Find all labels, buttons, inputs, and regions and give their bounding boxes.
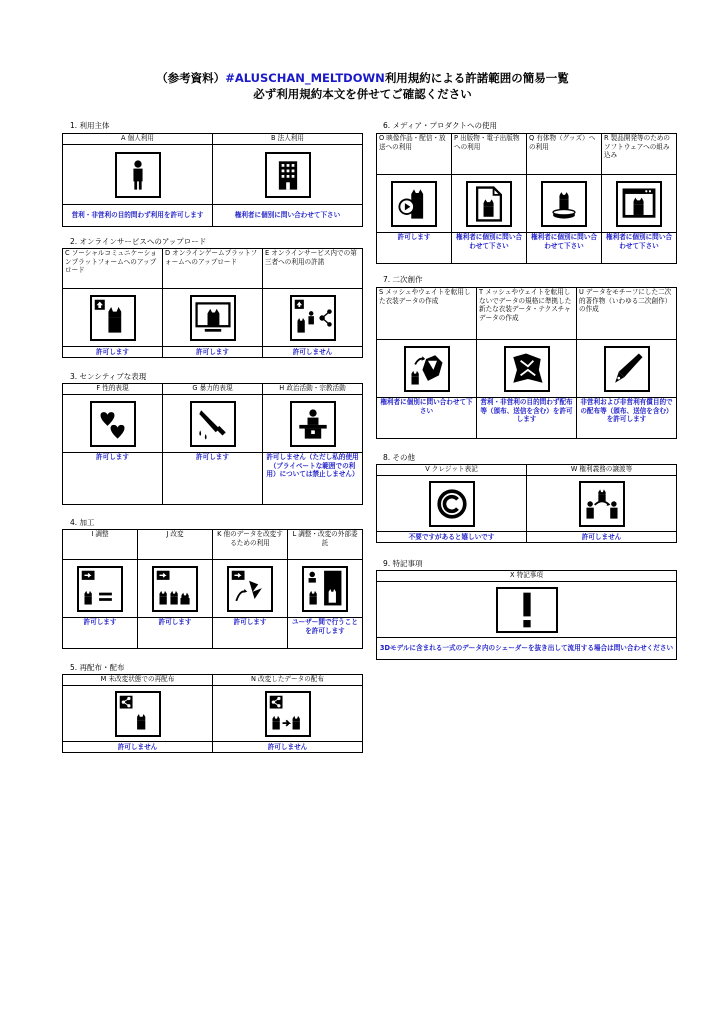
col-u-label: U データをモチーフにした二次的著作物（いわゆる二次創作）の作成 bbox=[577, 288, 677, 340]
section-9-title: 9. 特記事項 bbox=[383, 559, 423, 568]
title-suffix: 利用規約による許諾範囲の簡易一覧 bbox=[384, 71, 569, 85]
answer-l: ユーザー間で行うことを許可します bbox=[288, 618, 363, 649]
col-n-label: N 改変したデータの配布 bbox=[213, 675, 363, 686]
page-title bbox=[0, 70, 725, 86]
col-v-label: V クレジット表記 bbox=[377, 465, 527, 476]
exclamation-icon bbox=[496, 587, 558, 633]
section-7-table bbox=[376, 287, 677, 439]
section-6-title: 6. メディア・プロダクトへの使用 bbox=[383, 121, 497, 130]
section-1-table bbox=[62, 133, 363, 227]
col-d-label: D オンラインゲームプラットフォームへのアップロード bbox=[163, 249, 263, 289]
hearts-icon bbox=[90, 401, 136, 447]
section-9-table bbox=[376, 570, 677, 660]
answer-u: 非営利および非営利有償目的での配布等（頒布、送信を含む）を許可します bbox=[577, 398, 677, 439]
answer-h: 許可しません（ただし私的使用（プライベートな範囲での利用）については禁止しません） bbox=[263, 453, 363, 505]
col-j-label: J 改変 bbox=[138, 530, 213, 560]
answer-i: 許可します bbox=[63, 618, 138, 649]
col-e-label: E オンラインサービス内での第三者への利用の許諾 bbox=[263, 249, 363, 289]
col-f-label: F 性的表現 bbox=[63, 384, 163, 395]
answer-f: 許可します bbox=[63, 453, 163, 505]
section-3-table bbox=[62, 383, 363, 505]
monitor-character-icon bbox=[190, 295, 236, 341]
section-7-title: 7. 二次創作 bbox=[383, 275, 423, 284]
transfer-icon bbox=[579, 481, 625, 527]
reuse-data-icon bbox=[227, 566, 273, 612]
answer-q: 権利者に個別に問い合わせて下さい bbox=[527, 233, 602, 264]
copyright-icon bbox=[429, 481, 475, 527]
answer-j: 許可します bbox=[138, 618, 213, 649]
fabric-icon bbox=[504, 346, 550, 392]
distribute-modified-icon bbox=[265, 691, 311, 737]
col-t-label: T メッシュやウェイトを転用しないでデータの規格に準拠した新たな衣装データ・テクスチャデータの作成 bbox=[477, 288, 577, 340]
section-6-table bbox=[376, 133, 677, 264]
adjust-icon bbox=[77, 566, 123, 612]
answer-t: 営利・非営利の目的問わず配布等（頒布、送信を含む）を許可します bbox=[477, 398, 577, 439]
col-w-label: W 権利義務の譲渡等 bbox=[527, 465, 677, 476]
col-g-label: G 暴力的表現 bbox=[163, 384, 263, 395]
answer-s: 権利者に個別に問い合わせて下さい bbox=[377, 398, 477, 439]
col-m-label: M 未改変状態での再配布 bbox=[63, 675, 213, 686]
title-prefix: （参考資料） bbox=[156, 71, 226, 85]
answer-n: 許可しません bbox=[213, 742, 363, 753]
col-h-label: H 政治活動・宗教活動 bbox=[263, 384, 363, 395]
section-4-table bbox=[62, 529, 363, 649]
col-q-label: Q 有体物（グッズ）への利用 bbox=[527, 134, 602, 175]
podium-icon bbox=[290, 401, 336, 447]
knife-icon bbox=[190, 401, 236, 447]
answer-r: 権利者に個別に問い合わせて下さい bbox=[602, 233, 677, 264]
section-8-title: 8. その他 bbox=[383, 453, 416, 462]
page-subtitle: 必ず利用規約本文を併せてご確認ください bbox=[253, 87, 472, 101]
software-icon bbox=[616, 181, 662, 227]
video-icon bbox=[391, 181, 437, 227]
col-k-label: K 他のデータを改変するための利用 bbox=[213, 530, 288, 560]
section-1-title: 1. 利用主体 bbox=[70, 121, 110, 130]
answer-x: 3Dモデルに含まれる一式のデータ内のシェーダーを抜き出して流用する場合は問い合わせください bbox=[377, 638, 677, 660]
redistribute-icon bbox=[115, 691, 161, 737]
section-3-title: 3. センシティブな表現 bbox=[70, 372, 147, 381]
answer-a: 営利・非営利の目的問わず利用を許可します bbox=[63, 205, 213, 227]
section-4-title: 4. 加工 bbox=[70, 518, 95, 527]
answer-v: 不要ですがあると嬉しいです bbox=[377, 532, 527, 543]
answer-b: 権利者に個別に問い合わせて下さい bbox=[213, 205, 363, 227]
pen-nib-icon bbox=[604, 346, 650, 392]
col-p-label: P 出版物・電子出版物への利用 bbox=[452, 134, 527, 175]
answer-o: 許可します bbox=[377, 233, 452, 264]
section-8-table bbox=[376, 464, 677, 543]
answer-g: 許可します bbox=[163, 453, 263, 505]
col-x-label: X 特記事項 bbox=[377, 571, 677, 582]
answer-c: 許可します bbox=[63, 347, 163, 358]
outsource-icon bbox=[302, 566, 348, 612]
answer-p: 権利者に個別に問い合わせて下さい bbox=[452, 233, 527, 264]
upload-character-icon bbox=[90, 295, 136, 341]
costume-convert-icon bbox=[404, 346, 450, 392]
col-i-label: I 調整 bbox=[63, 530, 138, 560]
section-5-table bbox=[62, 674, 363, 753]
col-l-label: L 調整・改変の外部委託 bbox=[288, 530, 363, 560]
person-icon bbox=[115, 152, 161, 198]
col-r-label: R 製品開発等のためのソフトウェアへの組み込み bbox=[602, 134, 677, 175]
office-building-icon bbox=[265, 152, 311, 198]
col-c-label: C ソーシャルコミュニケーションプラットフォームへのアップロード bbox=[63, 249, 163, 289]
col-a-label: A 個人利用 bbox=[63, 134, 213, 145]
title-hashtag: #ALUSCHAN_MELTDOWN bbox=[225, 71, 385, 85]
answer-k: 許可します bbox=[213, 618, 288, 649]
section-2-table bbox=[62, 248, 363, 358]
figure-goods-icon bbox=[541, 181, 587, 227]
answer-m: 許可しません bbox=[63, 742, 213, 753]
section-2-title: 2. オンラインサービスへのアップロード bbox=[70, 237, 207, 246]
answer-e: 許可しません bbox=[263, 347, 363, 358]
col-b-label: B 法人利用 bbox=[213, 134, 363, 145]
answer-d: 許可します bbox=[163, 347, 263, 358]
share-third-party-icon bbox=[290, 295, 336, 341]
section-5-title: 5. 再配布・配布 bbox=[70, 663, 125, 672]
col-o-label: O 映像作品・配信・放送への利用 bbox=[377, 134, 452, 175]
modify-icon bbox=[152, 566, 198, 612]
col-s-label: S メッシュやウェイトを転用した衣装データの作成 bbox=[377, 288, 477, 340]
answer-w: 許可しません bbox=[527, 532, 677, 543]
publication-icon bbox=[466, 181, 512, 227]
